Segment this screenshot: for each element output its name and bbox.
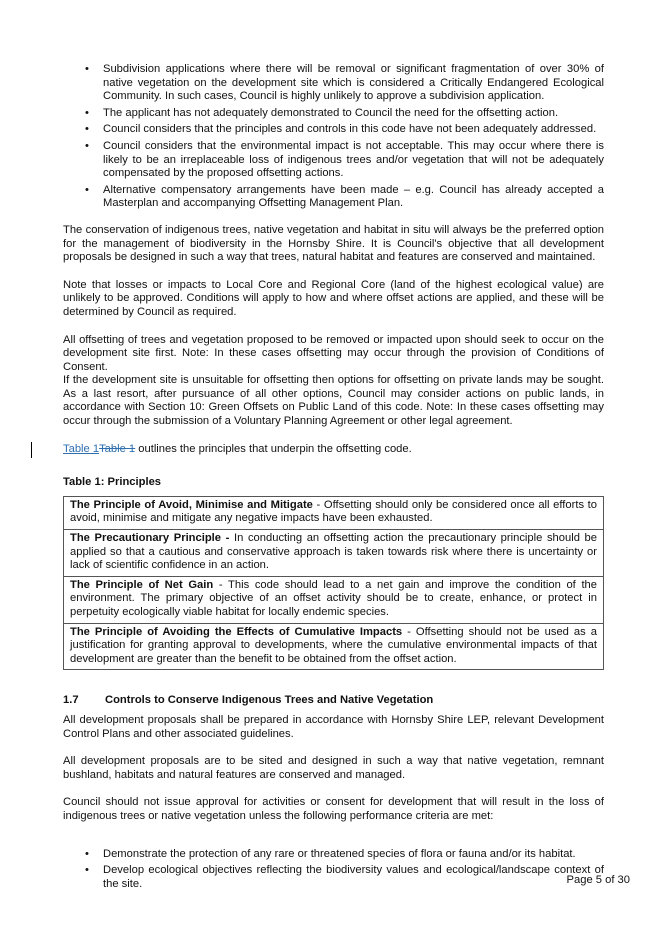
principle-name: The Precautionary Principle - — [70, 532, 230, 545]
bullet-icon: • — [85, 63, 89, 75]
paragraph-offsetting-private: If the development site is unsuitable for offsetting then options for offsetting on private lands may be sought. As a last resort, after pursuance of all other options, Council may consider actions on public lands, in accordance with Section 10: Green Offsets on Public Land of this code. Note: In these cases offsetting may occur through the submission of a Voluntary Planning Agreement or other legal agreement. — [63, 374, 604, 428]
bullet-icon: • — [85, 106, 89, 119]
list-item: • Develop ecological objectives reflecting the biodiversity values and ecological/landscape context of the site. — [85, 864, 604, 890]
refusal-criteria-list — [63, 63, 604, 211]
principle-text: - Offsetting should only be considered once all efforts to avoid, minimise and mitigate any negative impacts have been exhausted. — [70, 498, 597, 525]
bullet-icon: • — [85, 139, 89, 152]
table-row — [64, 623, 604, 670]
principles-table — [63, 496, 604, 671]
list-item: • Alternative compensatory arrangements have been made – e.g. Council has already accepted a Masterplan and accompanying Offsetting Management Plan. — [85, 183, 604, 210]
paragraph-conservation: The conservation of indigenous trees, native vegetation and habitat in situ will always be the preferred option for the management of biodiversity in the Hornsby Shire. It is Council's objective that all development proposals be designed in such a way that trees, natural habitat and features are conserved and maintained. — [63, 223, 604, 264]
table-row — [64, 496, 604, 529]
table-cell — [64, 530, 604, 577]
table-1-link[interactable]: Table 1 — [63, 442, 100, 455]
change-bar — [31, 442, 32, 458]
deleted-table-reference: Table 1 — [99, 442, 136, 455]
table-row — [64, 530, 604, 577]
table-reference-text: outlines the principles that underpin the offsetting code. — [135, 442, 412, 455]
paragraph-development-proposals: All development proposals shall be prepared in accordance with Hornsby Shire LEP, relevant Development Control Plans and other associated guidelines. — [63, 713, 604, 740]
bullet-icon: • — [85, 123, 89, 136]
principle-text: - This code should lead to a net gain and improve the condition of the environment. The primary objective of an offset activity should be to create, enhance, or protect in perpetuity ecologically viable habitat for locally endemic species. — [70, 578, 597, 618]
bullet-icon: • — [85, 183, 89, 196]
paragraph-siting-design: All development proposals are to be sited and designed in such a way that native vegetation, remnant bushland, habitats and natural features are conserved and managed. — [63, 755, 604, 781]
principle-text: In conducting an offsetting action the precautionary principle should be applied so that a cautious and conservative approach is taken towards risk where there is uncertainty or lack of scientific confidence in an action. — [70, 532, 598, 572]
page-number: Page 5 of 30 — [566, 874, 630, 886]
section-title: Controls to Conserve Indigenous Trees and Native Vegetation — [105, 694, 434, 707]
principle-name: The Principle of Net Gain — [70, 578, 214, 591]
paragraph-offsetting-onsite: All offsetting of trees and vegetation proposed to be removed or impacted upon should seek to occur on the development site first. Note: In these cases offsetting may occur through the provision of Conditions of Consent. — [63, 333, 604, 373]
page-content — [63, 63, 604, 894]
section-heading — [63, 694, 604, 708]
principle-text: - Offsetting should not be used as a justification for granting approval to developments, where the cumulative environmental impacts of that development are greater than the benefit to be obtained from the offset action. — [70, 625, 597, 665]
performance-criteria-list — [63, 848, 604, 892]
list-item: • Council considers that the principles and controls in this code have not been adequately addressed. — [85, 123, 597, 136]
table-reference-line — [63, 443, 604, 457]
table-cell — [64, 576, 604, 623]
principle-name: The Principle of Avoid, Minimise and Mitigate — [70, 498, 313, 511]
table-cell — [64, 496, 604, 529]
list-item: • The applicant has not adequately demonstrated to Council the need for the offsetting action. — [85, 106, 559, 119]
bullet-icon: • — [85, 847, 89, 860]
paragraph-local-core-note: Note that losses or impacts to Local Core and Regional Core (land of the highest ecological value) are unlikely to be approved. Conditions will apply to how and where offset actions are applied, and these will be determined by Council as required. — [63, 278, 604, 318]
paragraph-approval-criteria: Council should not issue approval for activities or consent for development that will result in the loss of indigenous trees or native vegetation unless the following performance criteria are met: — [63, 796, 604, 822]
principle-name: The Principle of Avoiding the Effects of Cumulative Impacts — [70, 625, 403, 638]
bullet-icon: • — [85, 864, 89, 877]
list-item: • Council considers that the environmental impact is not acceptable. This may occur where there is likely to be an irreplaceable loss of indigenous trees and/or vegetation that will not be adequately compensated by the proposed offsetting actions. — [85, 139, 604, 180]
section-number: 1.7 — [63, 694, 79, 707]
list-item: • Demonstrate the protection of any rare or threatened species of flora or fauna and/or its habitat. — [85, 847, 576, 860]
table-row — [64, 576, 604, 623]
table-title: Table 1: Principles — [63, 476, 162, 489]
list-item: • Subdivision applications where there will be removal or significant fragmentation of over 30% of native vegetation on the development site which is considered a Critically Endangered Ecological Community. In such cases, Council is highly unlikely to approve a subdivision application. — [85, 63, 604, 103]
table-cell — [64, 623, 604, 670]
